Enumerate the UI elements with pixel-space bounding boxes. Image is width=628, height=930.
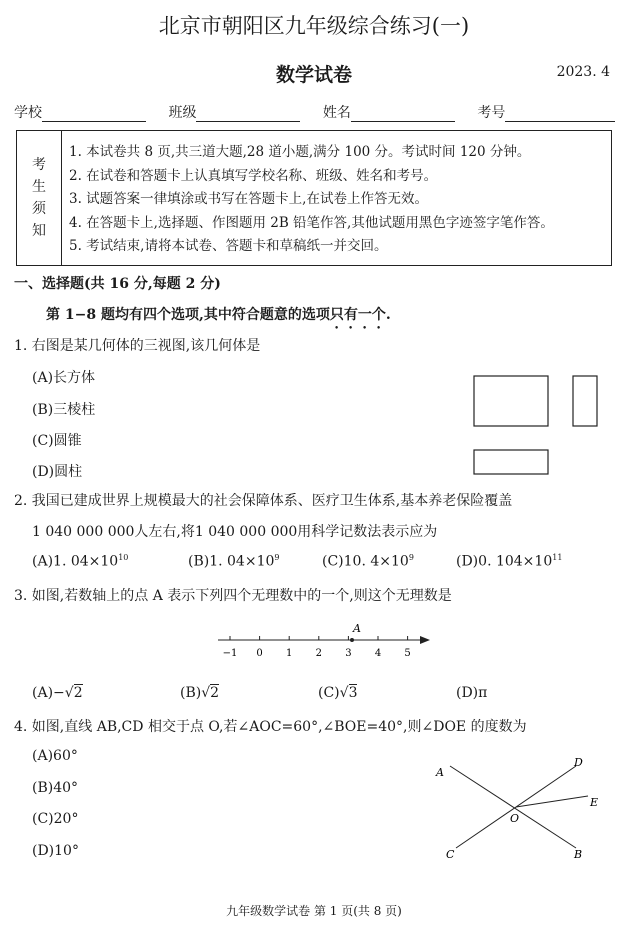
q4-option-b[interactable]: (B)40° — [32, 780, 79, 796]
label-c: C — [446, 848, 455, 861]
label-b: B — [574, 848, 583, 861]
exam-subtitle: 数学试卷 — [275, 64, 352, 86]
notice-item: 5. 考试结束,请将本试卷、答题卡和草稿纸一并交回。 — [69, 238, 388, 254]
q3-option-d[interactable]: (D)π — [456, 685, 488, 701]
label-d: D — [574, 756, 583, 769]
sqrt-icon: √ — [201, 685, 211, 701]
notice-item: 3. 试题答案一律填涂或书写在答题卡上,在试卷上作答无效。 — [69, 191, 428, 207]
class-field: 班级 — [168, 102, 300, 122]
axis-tick-label: 4 — [374, 648, 382, 659]
q3-option-c[interactable]: (C)√3 — [318, 685, 358, 701]
side-view-rect — [573, 376, 597, 426]
notice-item: 2. 在试卷和答题卡上认真填写学校名称、班级、姓名和考号。 — [69, 167, 438, 184]
axis-tick-label: 5 — [404, 648, 411, 659]
q4-option-d[interactable]: (D)10° — [32, 843, 79, 859]
question-3-text: 3. 如图,若数轴上的点 A 表示下列四个无理数中的一个,则这个无理数是 — [14, 588, 452, 604]
name-blank[interactable] — [351, 107, 455, 122]
q1-option-c[interactable]: (C)圆锥 — [32, 433, 82, 449]
exam-title: 北京市朝阳区九年级综合练习(一) — [158, 14, 470, 38]
school-field: 学校 — [14, 102, 146, 122]
emphasized-text: 只有一个 — [329, 307, 386, 323]
top-view-rect — [474, 450, 548, 474]
question-2-line2: 1 040 000 000人左右,将1 040 000 000用科学记数法表示应为 — [32, 524, 438, 540]
notice-label: 考 生 须 知 — [17, 131, 62, 265]
three-view-diagram — [470, 370, 610, 480]
front-view-rect — [474, 376, 548, 426]
label-o: O — [510, 812, 520, 825]
q3-option-b[interactable]: (B)√2 — [180, 685, 220, 701]
q2-option-c[interactable]: (C)10. $4\times 10^9$ — [322, 553, 414, 570]
student-info-fields — [14, 102, 614, 122]
name-field: 姓名 — [323, 102, 455, 122]
section-heading: 一、选择题(共 16 分,每题 2 分) — [14, 276, 221, 292]
q3-option-a[interactable]: (A)−√2 — [32, 685, 83, 701]
line-ab — [450, 766, 576, 848]
axis-tick-label: 2 — [315, 648, 322, 659]
section-instruction: 第 1−8 题均有四个选项,其中符合题意的选项只有一个. — [46, 307, 391, 323]
q4-option-a[interactable]: (A)60° — [32, 748, 78, 764]
exam-number-blank[interactable] — [505, 107, 615, 122]
exam-notice-box — [16, 130, 612, 266]
point-a-label: A — [353, 622, 361, 635]
q4-option-c[interactable]: (C)20° — [32, 811, 79, 827]
number-line-diagram — [210, 618, 440, 662]
q2-option-a[interactable]: (A)1. $04\times 10^{10}$ — [32, 553, 129, 570]
question-1-text: 1. 右图是某几何体的三视图,该几何体是 — [14, 338, 261, 354]
question-4-text: 4. 如图,直线 AB,CD 相交于点 O,若∠AOC=60°,∠BOE=40°,则∠DOE 的度数为 — [14, 719, 527, 735]
q1-option-d[interactable]: (D)圆柱 — [32, 464, 83, 480]
point-a-marker — [350, 638, 354, 642]
page-footer: 九年级数学试卷 第 1 页(共 8 页) — [226, 904, 402, 918]
question-2-line1: 2. 我国已建成世界上规模最大的社会保障体系、医疗卫生体系,基本养老保险覆盖 — [14, 493, 513, 509]
q1-option-a[interactable]: (A)长方体 — [32, 370, 96, 386]
intersecting-lines-diagram — [428, 752, 608, 864]
exam-number-field: 考号 — [477, 102, 615, 122]
axis-tick-label: 1 — [286, 648, 293, 659]
q2-option-d[interactable]: (D)0. $104\times 10^{11}$ — [456, 553, 563, 570]
sqrt-icon: √ — [64, 685, 74, 701]
sqrt-icon: √ — [339, 685, 349, 701]
class-blank[interactable] — [196, 107, 300, 122]
ray-oe — [516, 796, 588, 807]
exam-date: 2023. 4 — [556, 64, 610, 80]
notice-item: 1. 本试卷共 8 页,共三道大题,28 道小题,满分 100 分。考试时间 120 分钟。 — [69, 144, 531, 160]
axis-tick-label: 0 — [256, 648, 263, 659]
label-e: E — [590, 796, 599, 809]
school-blank[interactable] — [42, 107, 146, 122]
label-a: A — [436, 766, 444, 779]
q2-option-b[interactable]: (B)1. $04\times 10^9$ — [188, 553, 280, 570]
notice-items — [69, 141, 554, 259]
axis-arrow-icon — [420, 636, 430, 644]
q1-option-b[interactable]: (B)三棱柱 — [32, 402, 96, 418]
axis-tick-label: 3 — [345, 648, 352, 659]
axis-tick-label: −1 — [222, 648, 238, 659]
notice-item: 4. 在答题卡上,选择题、作图题用 2B 铅笔作答,其他试题用黑色字迹签字笔作答。 — [69, 214, 554, 231]
